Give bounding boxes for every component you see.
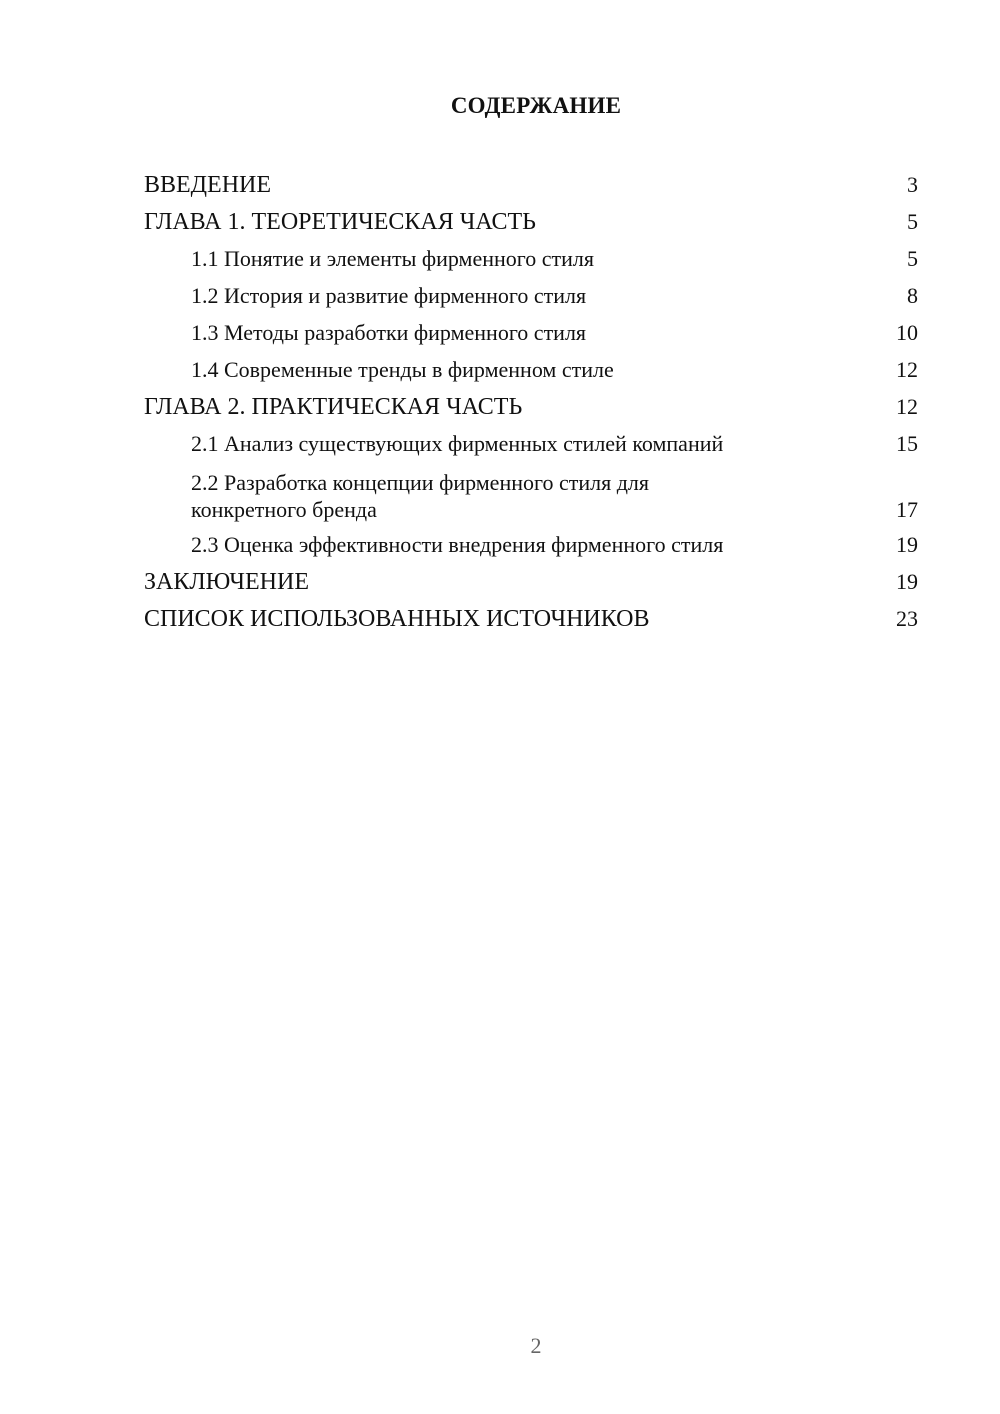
toc-entry-label: ГЛАВА 1. ТЕОРЕТИЧЕСКАЯ ЧАСТЬ [144, 209, 536, 235]
toc-entry[interactable] [144, 429, 918, 466]
toc-entry[interactable] [144, 244, 918, 281]
toc-entry-label: ГЛАВА 2. ПРАКТИЧЕСКАЯ ЧАСТЬ [144, 394, 523, 420]
toc-entry[interactable] [144, 281, 918, 318]
toc-entry-label: 1.1 Понятие и элементы фирменного стиля [191, 246, 595, 271]
toc-entry-label: 2.2 Разработка концепции фирменного стиля для конкретного бренда [191, 470, 650, 522]
toc-entry-page: 12 [896, 357, 918, 382]
toc-entry-label: 1.3 Методы разработки фирменного стиля [191, 320, 587, 345]
toc-entry-page: 15 [896, 431, 918, 456]
toc-entry-page: 17 [896, 497, 918, 522]
toc-entry[interactable] [144, 207, 918, 244]
toc-entry-page: 3 [907, 172, 918, 197]
toc-entry-page: 19 [896, 569, 918, 594]
toc-entry-page: 23 [896, 606, 918, 631]
toc-entry[interactable] [144, 530, 918, 567]
toc-entry-label: 1.4 Современные тренды в фирменном стиле [191, 357, 614, 382]
toc-entry-label: 1.2 История и развитие фирменного стиля [191, 283, 587, 308]
toc-entry[interactable] [144, 355, 918, 392]
toc-entry-page: 19 [896, 532, 918, 557]
toc-entry-label: ЗАКЛЮЧЕНИЕ [144, 569, 309, 595]
toc-entry-label: 2.3 Оценка эффективности внедрения фирменного стиля [191, 532, 724, 557]
toc-entry-page: 12 [896, 394, 918, 419]
toc-entry-page: 5 [907, 209, 918, 234]
toc-entry-page: 5 [907, 246, 918, 271]
toc-entry-label: СПИСОК ИСПОЛЬЗОВАННЫХ ИСТОЧНИКОВ [144, 606, 650, 632]
toc-entry[interactable] [144, 318, 918, 355]
toc-entry-page: 10 [896, 320, 918, 345]
page-number: 2 [530, 1333, 542, 1358]
toc-entry-page: 8 [907, 283, 918, 308]
toc-entry-label: 2.1 Анализ существующих фирменных стилей компаний [191, 431, 724, 456]
toc-entry[interactable] [144, 567, 918, 604]
toc-entry[interactable] [144, 466, 918, 530]
table-of-contents [144, 170, 918, 641]
toc-entry-label: ВВЕДЕНИЕ [144, 172, 272, 198]
toc-entry[interactable] [144, 170, 918, 207]
page-title: СОДЕРЖАНИЕ [450, 93, 622, 118]
toc-entry[interactable] [144, 392, 918, 429]
toc-entry[interactable] [144, 604, 918, 641]
